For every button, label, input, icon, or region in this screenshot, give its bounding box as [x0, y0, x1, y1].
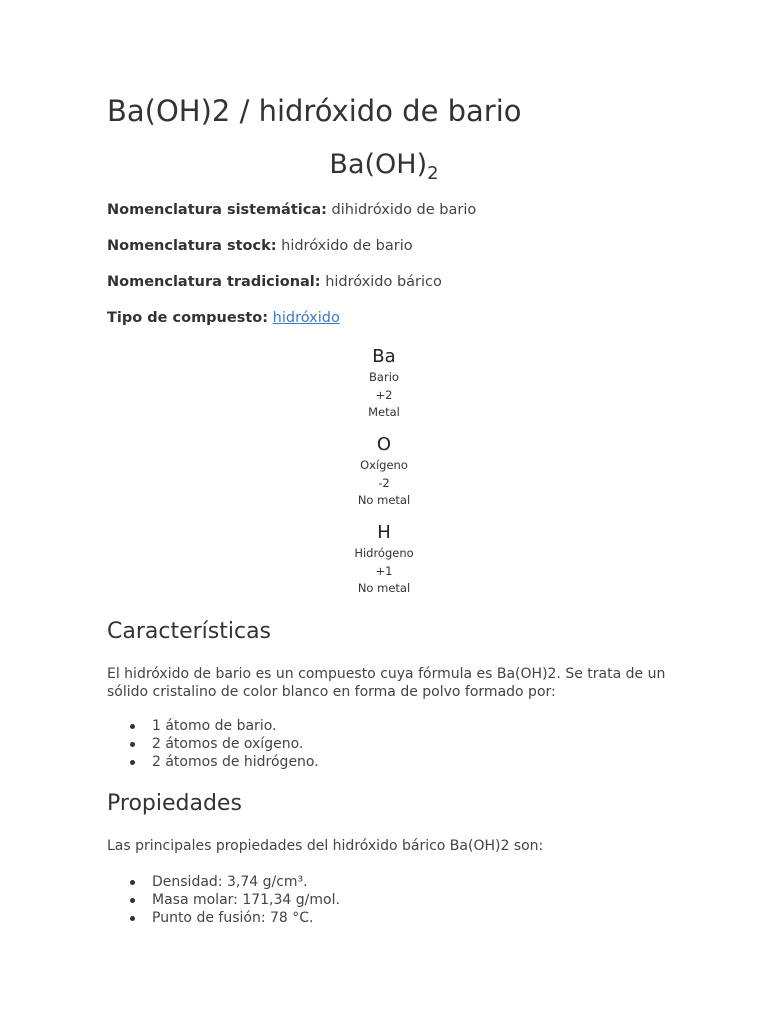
properties-heading: Propiedades: [107, 791, 242, 816]
characteristics-list: [107, 717, 319, 771]
nomenclature-systematic: [107, 200, 476, 220]
element-kind: No metal: [357, 581, 411, 595]
element-symbol: H: [377, 522, 391, 543]
nomenclature-traditional: [107, 272, 442, 292]
list-item: 1 átomo de bario.: [152, 717, 319, 735]
characteristics-text: El hidróxido de bario es un compuesto cuya fórmula es Ba(OH)2. Se trata de un sólido cristalino de color blanco en forma de polvo formado por:: [107, 666, 666, 700]
element-card-h: [107, 521, 661, 598]
element-name: Oxígeno: [360, 458, 408, 472]
nomenclature-stock: [107, 236, 413, 256]
list-item: Punto de fusión: 78 °C.: [152, 909, 340, 927]
element-kind: No metal: [357, 493, 411, 507]
element-valence: +2: [375, 387, 393, 402]
characteristics-heading: Características: [107, 619, 272, 644]
element-symbol: O: [376, 434, 392, 455]
page-title: Ba(OH)2 / hidróxido de bario: [107, 94, 522, 128]
list-item: Masa molar: 171,34 g/mol.: [152, 892, 340, 908]
list-item: 2 átomos de oxígeno.: [152, 735, 319, 753]
properties-list: [107, 873, 340, 927]
nomenclature-value: dihidróxido de bario: [331, 202, 477, 218]
element-card-ba: [107, 345, 661, 422]
nomenclature-label: Nomenclatura stock:: [107, 238, 277, 254]
nomenclature-label: Nomenclatura tradicional:: [107, 274, 321, 290]
element-name: Bario: [369, 370, 399, 384]
chemical-formula: [107, 147, 661, 186]
nomenclature-label: Nomenclatura sistemática:: [107, 202, 327, 218]
formula-main: Ba(OH): [329, 149, 428, 180]
compound-type-label: Tipo de compuesto:: [107, 310, 269, 326]
nomenclature-value: hidróxido bárico: [325, 274, 442, 290]
compound-type: [107, 308, 340, 328]
element-kind: Metal: [368, 405, 400, 419]
element-valence: +1: [375, 563, 393, 578]
list-item: 2 átomos de hidrógeno.: [152, 754, 319, 770]
element-valence: -2: [378, 475, 390, 490]
nomenclature-value: hidróxido de bario: [281, 238, 413, 254]
element-name: Hidrógeno: [354, 546, 414, 560]
compound-type-link[interactable]: hidróxido: [272, 310, 340, 326]
element-symbol: Ba: [372, 346, 396, 367]
element-card-o: [107, 433, 661, 510]
formula-subscript: 2: [427, 163, 439, 184]
list-item: Densidad: 3,74 g/cm³.: [152, 873, 340, 891]
properties-text: Las principales propiedades del hidróxido bárico Ba(OH)2 son:: [107, 838, 544, 854]
